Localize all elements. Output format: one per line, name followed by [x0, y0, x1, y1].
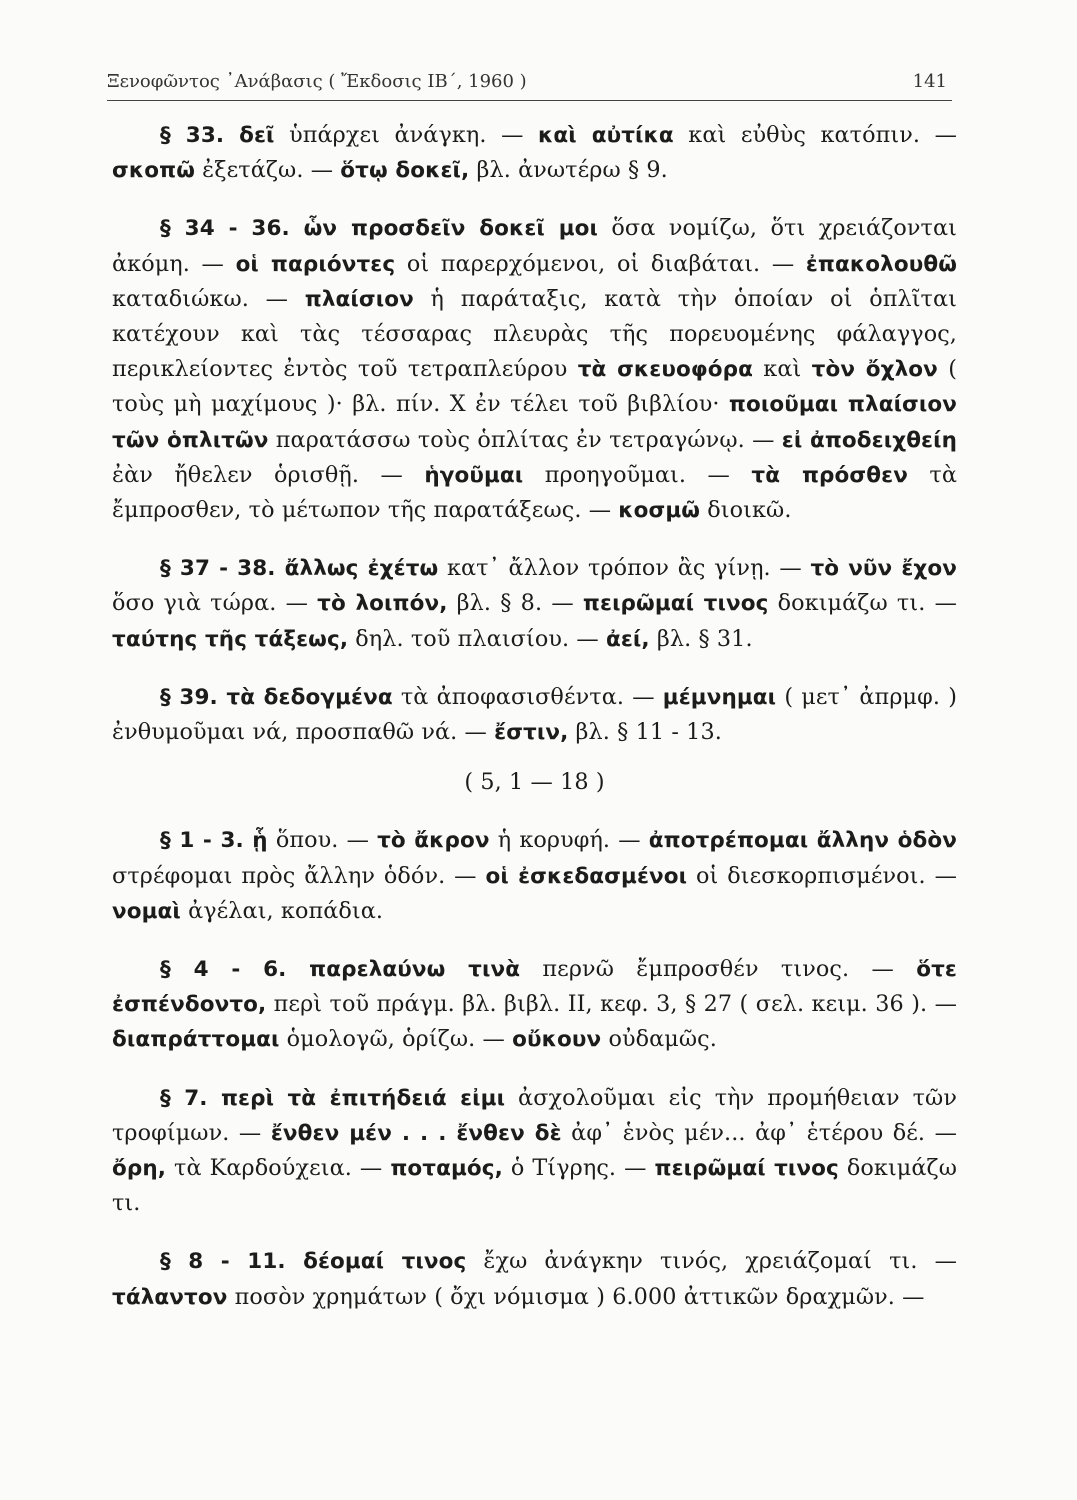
lemma-term: τὸν ὄχλον: [811, 357, 938, 383]
lemma-term: ἔνθεν μέν . . . ἔνθεν δὲ: [270, 1120, 562, 1146]
gloss-text: οἱ παρερχόμενοι, οἱ διαβάται. —: [395, 250, 806, 277]
header-rule: [107, 100, 952, 101]
gloss-text: διοικῶ.: [700, 497, 792, 524]
lemma-term: ταύτης τῆς τάξεως,: [112, 626, 349, 652]
gloss-text: τὰ ἀποφασισθέντα. —: [392, 683, 663, 710]
gloss-text: βλ. § 31.: [649, 625, 753, 652]
gloss-text: ( μετ᾿ ἀπρμφ. ) ἐνθυμοῦμαι νά, προσπαθῶ νά. —: [112, 683, 957, 746]
running-header: [107, 71, 947, 92]
gloss-text: ὅσα νομίζω, ὅτι χρειάζονται ἀκόμη. —: [112, 215, 957, 277]
gloss-text: δοκιμάζω τι.: [112, 1155, 957, 1217]
lemma-term: ἀποτρέπομαι ἄλλην ὁδὸν: [648, 828, 957, 854]
lemma-term: ἔστιν,: [494, 720, 569, 746]
gloss-text: ἡ κορυφή. —: [489, 827, 649, 854]
gloss-text: στρέφομαι πρὸς ἄλλην ὁδόν. —: [112, 862, 486, 889]
lemma-term: τὸ ἄκρον: [377, 828, 490, 854]
lemma-term: κοσμῶ: [618, 498, 701, 524]
gloss-text: ἀσχολοῦμαι εἰς τὴν προμήθειαν τῶν τροφίμων. —: [112, 1084, 957, 1146]
lemma-term: καὶ αὐτίκα: [538, 123, 674, 148]
commentary-paragraph: [112, 551, 957, 657]
gloss-text: βλ. § 8. —: [447, 590, 583, 617]
lemma-term: οὔκουν: [512, 1027, 602, 1053]
lemma-term: ποιοῦμαι πλαίσιον τῶν ὁπλιτῶν: [112, 392, 957, 453]
lemma-term: ἀεί,: [605, 626, 650, 652]
lemma-term: εἰ ἀποδειχθείη: [781, 427, 958, 453]
commentary-paragraph: [112, 211, 957, 528]
lemma-term: πλαίσιον: [304, 286, 414, 312]
gloss-text: καὶ εὐθὺς κατόπιν. —: [673, 122, 958, 148]
commentary-paragraph: [112, 1244, 957, 1314]
commentary-body: [112, 118, 957, 1338]
lemma-term: τάλαντον: [112, 1284, 228, 1310]
gloss-text: προηγοῦμαι. —: [523, 461, 752, 488]
page-number: 141: [912, 71, 947, 92]
gloss-text: τὰ Καρδούχεια. —: [166, 1155, 391, 1182]
gloss-text: περνῶ ἔμπροσθέν τινος. —: [520, 956, 917, 983]
gloss-text: καὶ: [753, 356, 812, 383]
commentary-paragraph: [112, 952, 957, 1058]
gloss-text: ἐὰν ἤθελεν ὁρισθῇ. —: [112, 461, 425, 488]
lemma-term: ὅτῳ δοκεῖ,: [340, 158, 470, 184]
lemma-term: τὸ λοιπόν,: [317, 591, 448, 617]
gloss-text: ( 5, 1 — 18 ): [464, 769, 605, 796]
gloss-text: οὐδαμῶς.: [601, 1026, 717, 1053]
gloss-text: ποσὸν χρημάτων ( ὄχι νόμισμα ) 6.000 ἀττικῶν δραχμῶν. —: [227, 1283, 925, 1310]
lemma-term: τὰ σκευοφόρα: [577, 357, 753, 383]
gloss-text: δοκιμάζω τι. —: [768, 590, 957, 617]
gloss-text: τὰ ἔμπροσθεν, τὸ μέτωπον τῆς παρατάξεως. —: [112, 461, 957, 524]
gloss-text: κατ᾿ ἄλλον τρόπον ἂς γίνῃ. —: [438, 555, 811, 582]
header-title: Ξενοφῶντος ᾿Ανάβασις ( Ἔκδοσις ΙΒ΄, 1960 ): [107, 71, 527, 92]
gloss-text: ( τοὺς μὴ μαχίμους )· βλ. πίν. Χ ἐν τέλει τοῦ βιβλίου·: [112, 356, 958, 418]
lemma-term: ἐπακολουθῶ: [805, 251, 957, 277]
gloss-text: περὶ τοῦ πράγμ. βλ. βιβλ. ΙΙ, κεφ. 3, § 27 ( σελ. κειμ. 36 ). —: [266, 991, 957, 1018]
commentary-paragraph: [112, 823, 957, 929]
gloss-text: ὁ Τίγρης. —: [502, 1155, 655, 1182]
gloss-text: ἡ παράταξις, κατὰ τὴν ὁποίαν οἱ ὁπλῖται κατέχουν καὶ τὰς τέσσαρας πλευρὰς τῆς πορευομένης φάλαγγος, περικλείοντες ἐντὸς τοῦ τετραπλεύρου: [112, 285, 957, 383]
lemma-term: διαπράττομαι: [112, 1027, 280, 1053]
lemma-term: πειρῶμαί τινος: [582, 591, 769, 617]
gloss-text: ἐξετάζω. —: [194, 157, 341, 184]
gloss-text: ὁμολογῶ, ὁρίζω. —: [279, 1026, 513, 1053]
lemma-term: πειρῶμαί τινος: [654, 1156, 839, 1182]
lemma-term: § 39. τὰ δεδογμένα: [160, 684, 393, 710]
lemma-term: μέμνημαι: [662, 684, 777, 710]
gloss-text: βλ. ἀνωτέρω § 9.: [469, 157, 668, 184]
gloss-text: καταδιώκω. —: [112, 285, 305, 312]
commentary-paragraph: [112, 118, 957, 188]
lemma-term: οἱ ἐσκεδασμένοι: [485, 863, 688, 889]
gloss-text: οἱ διεσκορπισμένοι. —: [687, 862, 957, 889]
gloss-text: ὅσο γιὰ τώρα. —: [112, 590, 318, 617]
lemma-term: ὄρη,: [112, 1156, 167, 1182]
lemma-term: § 4 - 6. παρελαύνω τινὰ: [160, 957, 521, 983]
lemma-term: § 1 - 3. ᾗ: [160, 828, 268, 854]
lemma-term: τὰ πρόσθεν: [751, 462, 908, 488]
gloss-text: ἀγέλαι, κοπάδια.: [180, 897, 384, 924]
gloss-text: ὑπάρχει ἀνάγκη. —: [274, 122, 539, 148]
gloss-text: βλ. § 11 - 13.: [568, 719, 722, 746]
lemma-term: ὅτε ἐσπένδοντο,: [112, 957, 957, 1018]
lemma-term: § 7. περὶ τὰ ἐπιτήδειά εἰμι: [160, 1085, 506, 1111]
gloss-text: ὅπου. —: [267, 827, 378, 854]
lemma-term: τὸ νῦν ἔχον: [810, 556, 958, 582]
lemma-term: § 37 - 38. ἄλλως ἐχέτω: [160, 556, 439, 582]
commentary-paragraph: [112, 1081, 957, 1222]
lemma-term: § 8 - 11. δέομαί τινος: [160, 1249, 467, 1275]
lemma-term: νομαὶ: [112, 898, 181, 924]
section-range-heading: [112, 765, 957, 800]
lemma-term: § 33. δεῖ: [160, 123, 275, 148]
lemma-term: ἡγοῦμαι: [424, 462, 524, 488]
gloss-text: παρατάσσω τοὺς ὁπλίτας ἐν τετραγώνῳ. —: [268, 426, 782, 453]
lemma-term: οἱ παριόντες: [235, 251, 396, 277]
commentary-paragraph: [112, 680, 957, 750]
gloss-text: δηλ. τοῦ πλαισίου. —: [348, 625, 606, 652]
gloss-text: ἀφ᾿ ἑνὸς μέν... ἀφ᾿ ἑτέρου δέ. —: [561, 1119, 957, 1146]
lemma-term: § 34 - 36. ὧν προσδεῖν δοκεῖ μοι: [160, 216, 598, 242]
lemma-term: ποταμός,: [390, 1156, 503, 1182]
lemma-term: σκοπῶ: [112, 158, 195, 184]
gloss-text: ἔχω ἀνάγκην τινός, χρειάζομαί τι. —: [466, 1248, 957, 1275]
